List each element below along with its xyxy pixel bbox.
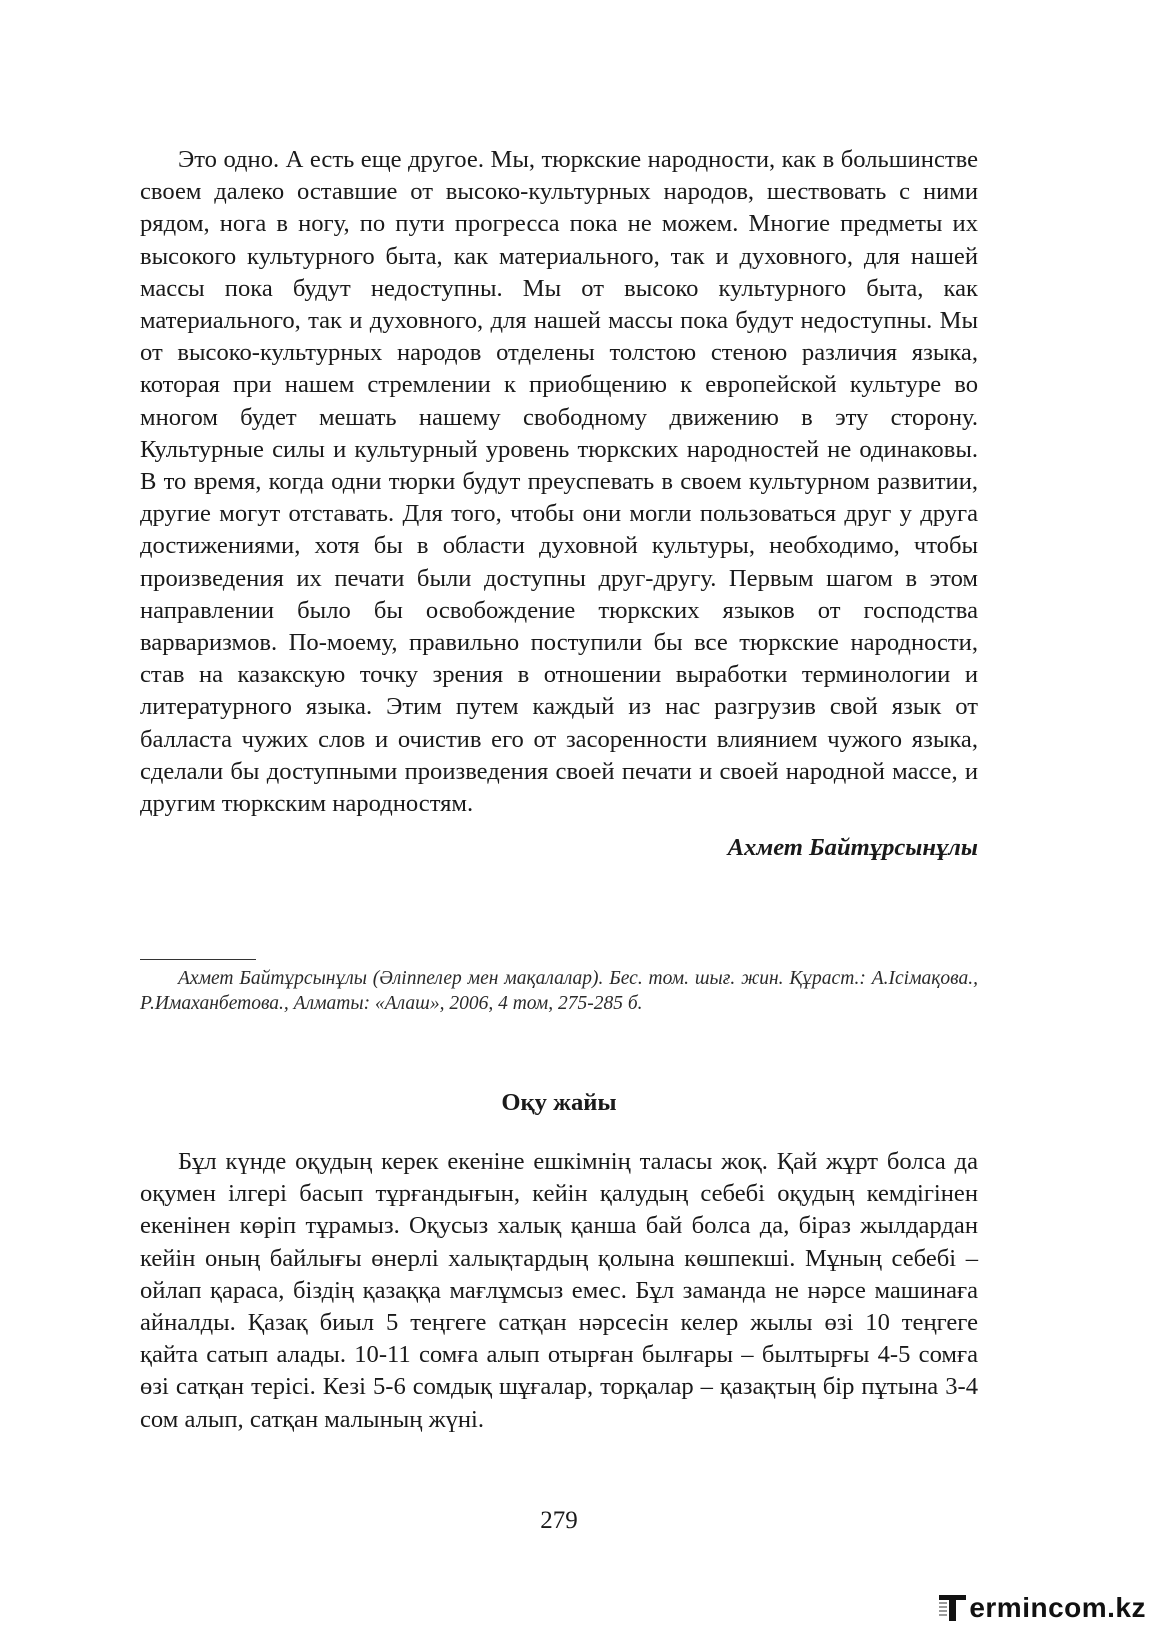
section-heading: Оқу жайы: [501, 1089, 617, 1116]
site-watermark[interactable]: [938, 1591, 1146, 1625]
author-signature: Ахмет Байтұрсынұлы: [727, 834, 978, 862]
article-paragraph: Это одно. А есть еще другое. Мы, тюркские народности, как в большинстве своем далеко оставшие от высоко-культурных народов, шествовать с ними рядом, нога в ногу, по пути прогресса пока не можем. Многие предметы их высокого культурного быта, как материального, так и духовного, для нашей массы пока будут недоступны. Мы от высоко культурного быта, как материального, так и духовного, для нашей массы пока будут недоступны. Мы от высоко-культурных народов отделены толстою стеною различия языка, которая при нашем стремлении к приобщению к европейской культуре во многом будет мешать нашему свободному движению в эту сторону. Культурные силы и культурный уровень тюркских народностей не одинаковы. В то время, когда одни тюрки будут преуспевать в своем культурном развитии, другие могут отставать. Для того, чтобы они могли пользоваться друг у друга достижениями, хотя бы в области духовной культуры, необходимо, чтобы произведения их печати были доступны друг-другу. Первым шагом в этом направлении было бы освобождение тюркских языков от господства варваризмов. По-моему, правильно поступили бы все тюркские народности, став на казакскую точку зрения в отношении выработки терминологии и литературного языка. Этим путем каждый из нас разгрузив свой язык от балласта чужих слов и очистив его от засоренности влиянием чужого языка, сделали бы доступными произведения своей печати и своей народной массе, и другим тюркским народностям.: [140, 146, 978, 818]
terminkom-t-logo-icon: [938, 1591, 968, 1625]
section-paragraph: Бұл күнде оқудың керек екеніне ешкімнің таласы жоқ. Қай жұрт болса да оқумен ілгері басып тұрғандығын, кейін қалудың себебі оқудың кемдігінен екенінен көріп тұрамыз. Оқусыз халық қанша бай болса да, біраз жылдардан кейін оның байлығы өнерлі халықтардың қолына көшпекші. Мұның себебі – ойлап қараса, біздің қазаққа мағлұмсыз емес. Бұл заманда не нәрсе машинаға айналды. Қазақ биыл 5 теңгеге сатқан нәрсесін келер жылы өзі 10 теңгеге қайта сатып алады. 10-11 сомға алып отырған былғары – былтырғы 4-5 сомға өзі сатқан терісі. Кезі 5-6 сомдық шұғалар, торқалар – қазақтың бір пұтына 3-4 сом алып, сатқан малының жүні.: [140, 1148, 978, 1433]
article-body: [140, 144, 978, 864]
footnote: Ахмет Байтұрсынұлы (Әліппелер мен мақалалар). Бес. том. шығ. жин. Құраст.: А.Ісімақова., Р.Имаханбетова., Алматы: «Алаш», 2006, 4 том, 275-285 б.: [140, 968, 978, 1014]
section-body: [140, 1146, 978, 1436]
footnote-divider: [140, 959, 256, 960]
page-number: 279: [540, 1507, 578, 1534]
watermark-text: ermincom.kz: [969, 1592, 1146, 1623]
